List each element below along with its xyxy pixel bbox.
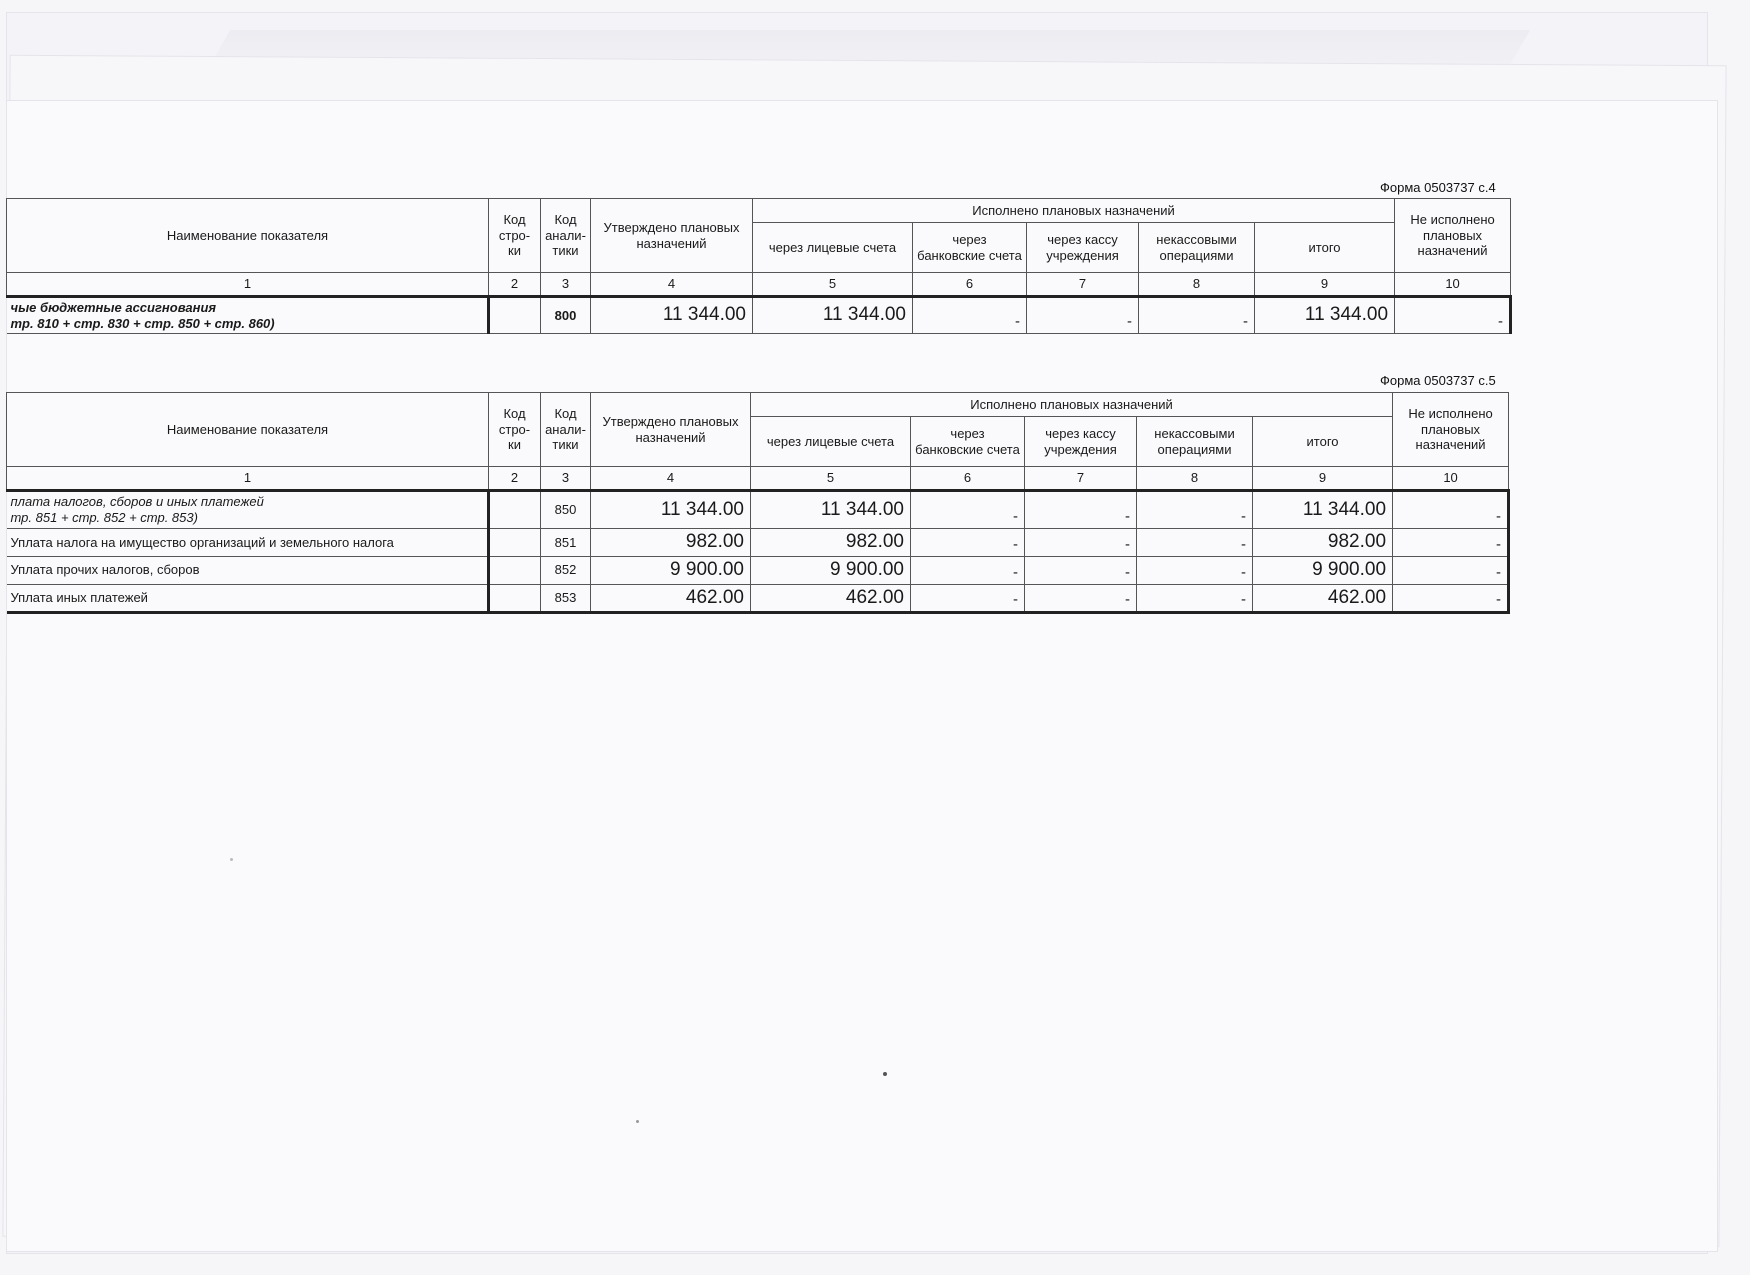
header-executed: Исполнено плановых назначений bbox=[753, 199, 1395, 223]
row-name: плата налогов, сборов и иных платежей тр. 851 + стр. 852 + стр. 853) bbox=[7, 491, 489, 529]
row-personal: 11 344.00 bbox=[751, 491, 911, 529]
col-number: 3 bbox=[541, 467, 591, 491]
row-approved: 462.00 bbox=[591, 584, 751, 613]
row-total: 982.00 bbox=[1253, 529, 1393, 557]
table-row bbox=[7, 297, 1511, 334]
row-personal: 9 900.00 bbox=[751, 556, 911, 584]
col-number: 1 bbox=[7, 467, 489, 491]
header-total: итого bbox=[1255, 223, 1395, 273]
header-approved: Утверждено плановых назначений bbox=[591, 199, 753, 273]
header-via-personal: через лицевые счета bbox=[753, 223, 913, 273]
col-number: 6 bbox=[911, 467, 1025, 491]
header-via-cash: через кассу учреждения bbox=[1027, 223, 1139, 273]
col-number: 2 bbox=[489, 467, 541, 491]
header-line-code: Код стро-ки bbox=[489, 393, 541, 467]
row-name: Уплата прочих налогов, сборов bbox=[7, 556, 489, 584]
row-approved: 982.00 bbox=[591, 529, 751, 557]
row-total: 462.00 bbox=[1253, 584, 1393, 613]
row-bank: - bbox=[911, 556, 1025, 584]
col-number: 1 bbox=[7, 273, 489, 297]
form-label-page5: Форма 0503737 с.5 bbox=[1380, 373, 1496, 388]
row-bank: - bbox=[911, 584, 1025, 613]
row-not-executed: - bbox=[1395, 297, 1511, 334]
report-table-page4 bbox=[6, 198, 1512, 334]
header-via-cash: через кассу учреждения bbox=[1025, 417, 1137, 467]
col-number: 7 bbox=[1025, 467, 1137, 491]
col-number: 10 bbox=[1393, 467, 1509, 491]
table-row bbox=[7, 529, 1509, 557]
row-not-executed: - bbox=[1393, 584, 1509, 613]
table-row bbox=[7, 556, 1509, 584]
row-bank: - bbox=[913, 297, 1027, 334]
row-not-executed: - bbox=[1393, 529, 1509, 557]
row-noncash: - bbox=[1139, 297, 1255, 334]
row-personal: 11 344.00 bbox=[753, 297, 913, 334]
col-number: 10 bbox=[1395, 273, 1511, 297]
header-analytics-code: Код анали-тики bbox=[541, 199, 591, 273]
row-personal: 982.00 bbox=[751, 529, 911, 557]
row-name: чые бюджетные ассигнования тр. 810 + стр. 830 + стр. 850 + стр. 860) bbox=[7, 297, 489, 334]
row-approved: 9 900.00 bbox=[591, 556, 751, 584]
row-line-code bbox=[489, 529, 541, 557]
col-number: 6 bbox=[913, 273, 1027, 297]
row-line-code bbox=[489, 556, 541, 584]
header-noncash: некассовыми операциями bbox=[1139, 223, 1255, 273]
col-number: 4 bbox=[591, 273, 753, 297]
row-line-code bbox=[489, 297, 541, 334]
col-number: 8 bbox=[1139, 273, 1255, 297]
row-line-code bbox=[489, 584, 541, 613]
row-noncash: - bbox=[1137, 529, 1253, 557]
row-noncash: - bbox=[1137, 584, 1253, 613]
row-cash: - bbox=[1025, 491, 1137, 529]
col-number: 8 bbox=[1137, 467, 1253, 491]
row-total: 9 900.00 bbox=[1253, 556, 1393, 584]
header-approved: Утверждено плановых назначений bbox=[591, 393, 751, 467]
row-analytics-code: 851 bbox=[541, 529, 591, 557]
header-executed: Исполнено плановых назначений bbox=[751, 393, 1393, 417]
row-not-executed: - bbox=[1393, 556, 1509, 584]
header-via-personal: через лицевые счета bbox=[751, 417, 911, 467]
col-number: 7 bbox=[1027, 273, 1139, 297]
row-line-code bbox=[489, 491, 541, 529]
col-number: 9 bbox=[1253, 467, 1393, 491]
scan-speck bbox=[636, 1120, 639, 1123]
row-total: 11 344.00 bbox=[1255, 297, 1395, 334]
form-label-page4: Форма 0503737 с.4 bbox=[1380, 180, 1496, 195]
row-not-executed: - bbox=[1393, 491, 1509, 529]
row-total: 11 344.00 bbox=[1253, 491, 1393, 529]
col-number: 9 bbox=[1255, 273, 1395, 297]
header-name: Наименование показателя bbox=[7, 393, 489, 467]
row-personal: 462.00 bbox=[751, 584, 911, 613]
row-name: Уплата налога на имущество организаций и земельного налога bbox=[7, 529, 489, 557]
header-name: Наименование показателя bbox=[7, 199, 489, 273]
header-via-bank: через банковские счета bbox=[913, 223, 1027, 273]
row-cash: - bbox=[1025, 556, 1137, 584]
row-approved: 11 344.00 bbox=[591, 491, 751, 529]
header-not-executed: Не исполнено плановых назначений bbox=[1395, 199, 1511, 273]
column-number-row bbox=[7, 273, 1511, 297]
table-row bbox=[7, 584, 1509, 613]
header-line-code: Код стро-ки bbox=[489, 199, 541, 273]
col-number: 4 bbox=[591, 467, 751, 491]
row-noncash: - bbox=[1137, 556, 1253, 584]
header-noncash: некассовыми операциями bbox=[1137, 417, 1253, 467]
header-analytics-code: Код анали-тики bbox=[541, 393, 591, 467]
header-not-executed: Не исполнено плановых назначений bbox=[1393, 393, 1509, 467]
col-number: 5 bbox=[753, 273, 913, 297]
col-number: 5 bbox=[751, 467, 911, 491]
row-analytics-code: 853 bbox=[541, 584, 591, 613]
header-via-bank: через банковские счета bbox=[911, 417, 1025, 467]
row-cash: - bbox=[1025, 584, 1137, 613]
row-cash: - bbox=[1027, 297, 1139, 334]
row-bank: - bbox=[911, 491, 1025, 529]
col-number: 3 bbox=[541, 273, 591, 297]
scan-speck bbox=[230, 858, 233, 861]
table-row bbox=[7, 491, 1509, 529]
row-analytics-code: 800 bbox=[541, 297, 591, 334]
header-total: итого bbox=[1253, 417, 1393, 467]
row-bank: - bbox=[911, 529, 1025, 557]
row-approved: 11 344.00 bbox=[591, 297, 753, 334]
col-number: 2 bbox=[489, 273, 541, 297]
row-name: Уплата иных платежей bbox=[7, 584, 489, 613]
scan-speck bbox=[883, 1072, 887, 1076]
row-noncash: - bbox=[1137, 491, 1253, 529]
column-number-row bbox=[7, 467, 1509, 491]
row-cash: - bbox=[1025, 529, 1137, 557]
row-analytics-code: 852 bbox=[541, 556, 591, 584]
row-analytics-code: 850 bbox=[541, 491, 591, 529]
report-table-page5 bbox=[6, 392, 1510, 614]
